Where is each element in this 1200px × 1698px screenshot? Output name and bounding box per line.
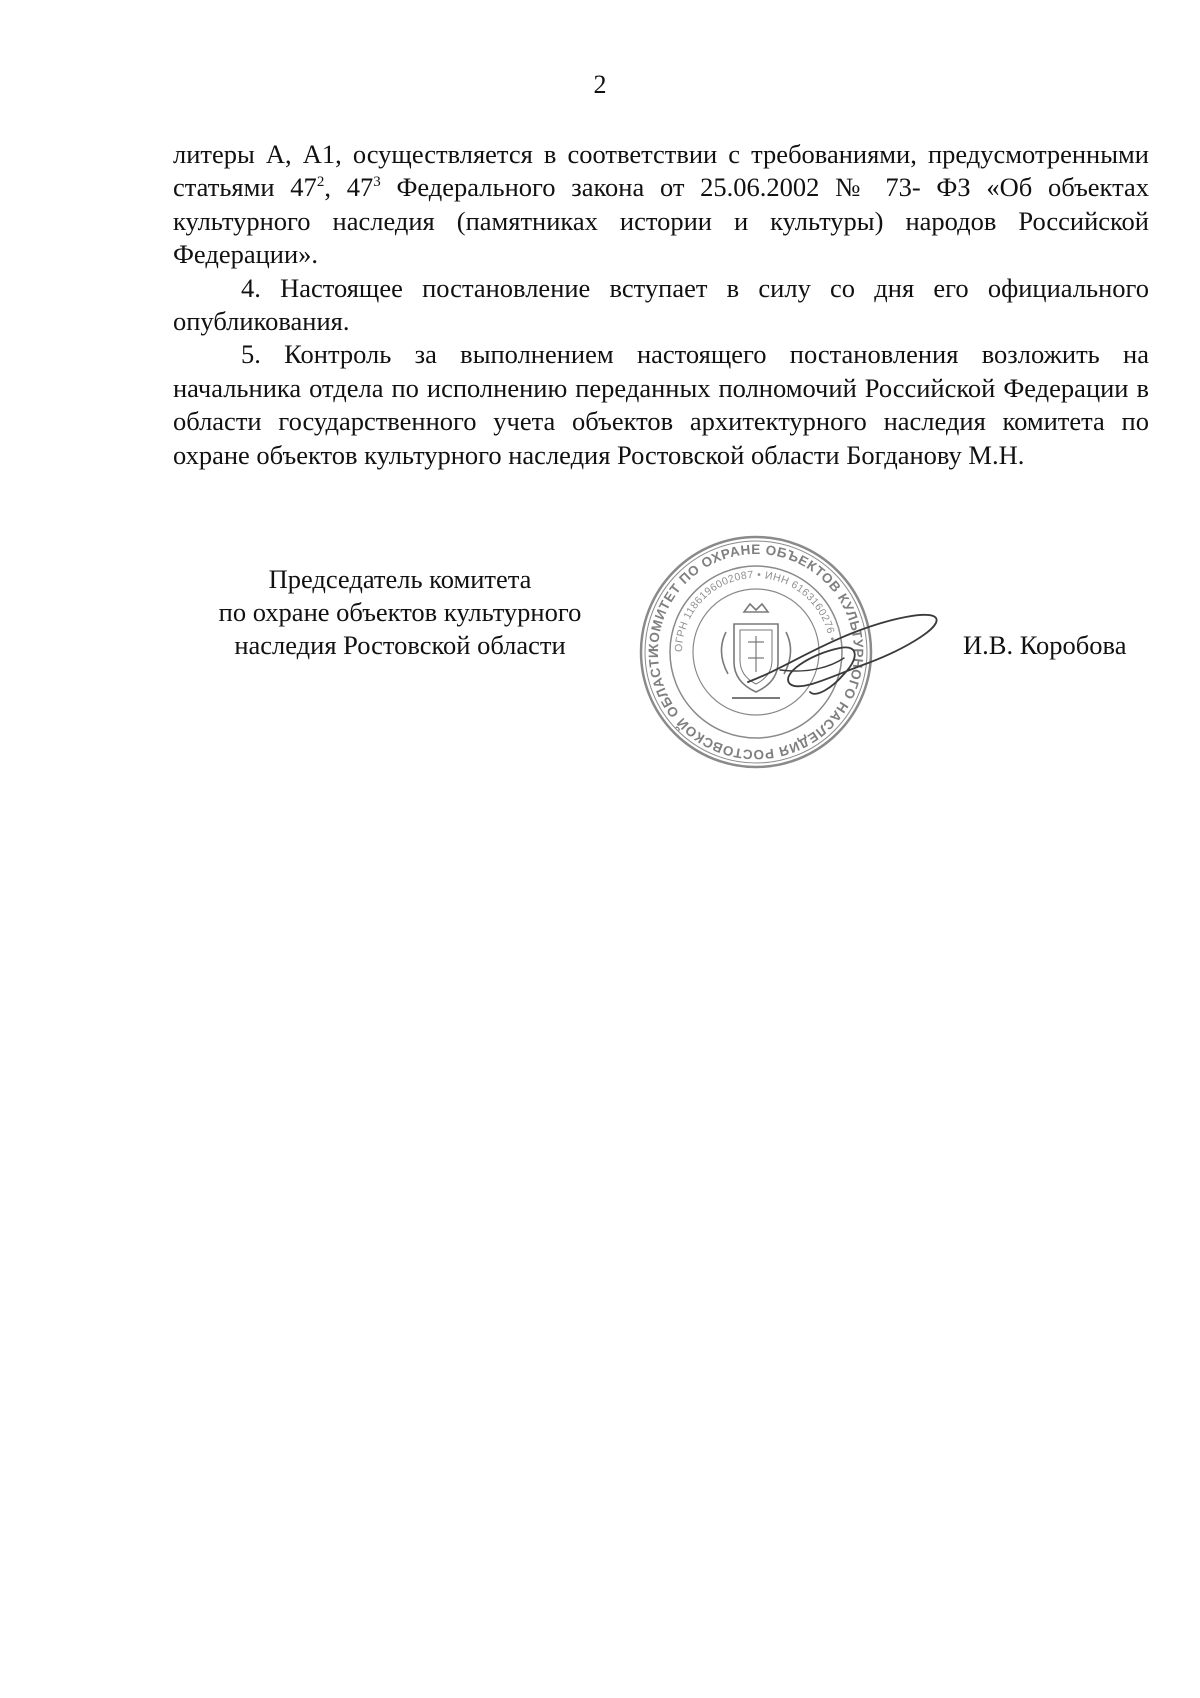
signatory-name: И.В. Коробова (963, 630, 1127, 660)
paragraph-item-5: 5. Контроль за выполнением настоящего постановления возложить на начальника отдела по исполнению переданных полномочий Российской Федерации в области государственного учета объектов архитектурного наследия комитета по охране объектов культурного наследия Ростовской области Богданову М.Н. (173, 339, 1149, 470)
superscript: 2 (316, 174, 325, 191)
paragraph-continuation (173, 138, 1149, 272)
seal-inner-text: ОГРН 1186196002087 • ИНН 6163160276 • (672, 568, 839, 653)
seal-outer-text: КОМИТЕТ ПО ОХРАНЕ ОБЪЕКТОВ КУЛЬТУРНОГО НАСЛЕДИЯ РОСТОВСКОЙ ОБЛАСТИ (645, 541, 867, 763)
position-line: по охране объектов культурного (218, 597, 582, 627)
document-body (173, 138, 1149, 472)
paragraph-text-part: , 47 (324, 172, 374, 203)
signatory-position (190, 563, 610, 662)
position-line: наследия Ростовской области (234, 630, 566, 660)
page-number: 2 (593, 70, 607, 99)
handwritten-signature-icon (740, 600, 940, 710)
paragraph-text-part: литеры А, А1, осуществляется в соответствии с требованиями, предусмотренными статьями 47 (173, 139, 1149, 203)
paragraph-item-4: 4. Настоящее постановление вступает в силу со дня его официального опубликования. (173, 272, 1149, 337)
superscript: 3 (373, 174, 381, 191)
paragraph-text-part: Федерального закона от 25.06.2002 № 73- ФЗ «Об объектах культурного наследия (памятниках истории и культуры) народов Российской Федерации». (173, 172, 1149, 270)
position-line: Председатель комитета (268, 564, 532, 594)
